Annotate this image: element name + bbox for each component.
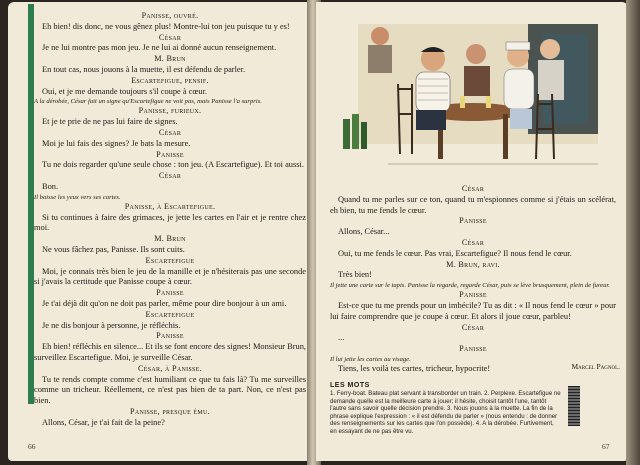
speaker-label: Panisse, à Escartefigue.	[124, 201, 216, 211]
dialogue-line: Très bien!	[338, 270, 372, 280]
dialogue-line: Je ne dis bonjour à personne, je réfléchis.	[42, 320, 181, 330]
speaker-label: Panisse, ouvré.	[141, 11, 199, 20]
stage-direction: Il lui jette les cartes au visage.	[330, 355, 411, 363]
speaker-label: César	[158, 171, 182, 181]
dialogue-line: Tu ne dois regarder qu'une seule chose : ton jeu. (A Escartefigue). Et toi aussi.	[42, 160, 304, 170]
stage-direction: A la dérobée, César fait un signe qu'Escartefigue ne voit pas, mais Panisse l'a surpris.	[34, 98, 262, 106]
grey-tab-marker	[568, 386, 580, 426]
dialogue-line: Je ne lui montre pas mon jeu. Je ne lui ai donné aucun renseignement.	[42, 43, 277, 53]
right-page	[316, 2, 628, 461]
left-page	[8, 2, 313, 461]
dialogue-line: ...	[338, 333, 345, 343]
dialogue-line: Oui, tu me fends le cœur. Pas vrai, Escartefigue? Il nous fend le cœur.	[338, 248, 572, 258]
dialogue-line: Moi, je connais très bien le jeu de la manille et je n'hésiterais pas une seconde si j'avais la certitude que Panisse coupe à cœur.	[34, 266, 306, 287]
dialogue-line: Eh bien! dis donc, ne vous gênez plus! Montre-lui ton jeu puisque tu y es!	[42, 21, 290, 31]
book-edge	[626, 0, 640, 465]
card-players-illustration	[328, 14, 618, 182]
dialogue-line: En tout cas, nous jouons à la muette, il est défendu de parler.	[42, 64, 246, 74]
stage-direction: Il jette une carte sur le tapis. Panisse la regarde, regarde César, puis se lève brusquement, plein de fureur.	[330, 282, 610, 290]
speaker-label: Panisse	[459, 344, 487, 354]
dialogue-line: Moi je lui fais des signes? Je bats la mesure.	[42, 138, 191, 148]
speaker-label: César	[158, 127, 182, 137]
dialogue-line: Bon.	[42, 181, 59, 191]
speaker-label: César	[461, 184, 485, 193]
dialogue-line: Si tu continues à faire des grimaces, je jette les cartes en l'air et je rentre chez moi.	[34, 212, 306, 233]
speaker-label: César	[158, 32, 182, 42]
speaker-label: Escartefigue	[145, 255, 195, 265]
dialogue-line: Et je te prie de ne pas lui faire de signes.	[42, 117, 178, 127]
speaker-label: Panisse, furieux.	[138, 106, 202, 116]
mots-title: LES MOTS	[330, 382, 370, 389]
speaker-label: César	[461, 237, 485, 247]
dialogue-line: Est-ce que tu me prends pour un imbécile? Tu as dit : « Il nous fend le cœur » pour lui faire comprendre que je coupe à cœur. Et alors il joue cœur, parbleu!	[330, 300, 616, 321]
speaker-label: Panisse	[156, 331, 184, 341]
dialogue-line: Allons, César, je t'ai fait de la peine?	[42, 417, 165, 427]
stage-direction: Il baisse les yeux vers ses cartes.	[34, 193, 121, 201]
dialogue-line: Eh bien! réfléchis en silence... Et ils se font encore des signes! Monsieur Brun, surveillez Escartefigue. Moi, je surveille César.	[34, 342, 306, 362]
speaker-label: Panisse, presque ému.	[129, 406, 211, 416]
mots-text: 1. Ferry-boat. Bateau plat servant à transborder un train. 2. Perplexe. Escartefigue ne demande quelle est la meilleure carte à jouer; il hésite, choisit tantôt l'une, tantôt l'autre sans savoir quelle décision prendre. 3. Nous jouons à la muette. La fin de la phrase explique l'expression : « il est défendu de parler » (nous entendu : de donner des renseignements sur les cartes que l'on possède). 4. A la dérobée. Furtivement, en essayant de ne pas être vu.	[330, 390, 561, 435]
speaker-label: M. Brun	[154, 54, 186, 64]
speaker-label: M. Brun, ravi.	[446, 259, 500, 269]
dialogue-line: Quand tu me parles sur ce ton, quand tu m'espionnes comme si j'étais un scélérat, eh bien, tu me fends le cœur.	[330, 194, 616, 215]
dialogue-line: Je t'ai déjà dit qu'on ne doit pas parler, même pour dire bonjour à un ami.	[42, 298, 287, 308]
author-signature: Marcel Pagnol.	[571, 362, 620, 371]
right-page-text	[330, 184, 616, 375]
speaker-label: Panisse	[459, 290, 487, 300]
speaker-label: Panisse	[156, 149, 184, 159]
speaker-label: César, à Panisse.	[138, 363, 202, 373]
dialogue-line: Tiens, les voilà tes cartes, tricheur, hypocrite!	[338, 363, 491, 373]
page-number-left: 66	[28, 442, 36, 451]
dialogue-line: Oui, et je me demande toujours s'il coupe à cœur.	[42, 86, 208, 96]
speaker-label: Panisse	[156, 288, 184, 298]
page-number-right: 67	[602, 442, 610, 451]
speaker-label: Escartefigue	[145, 309, 195, 319]
left-page-text	[34, 11, 306, 428]
dialogue-line: Tu te rends compte comme c'est humiliant ce que tu fais là? Tu me surveilles comme un tricheur. Réellement, ce n'est pas bien de ta part. Non, ce n'est pas bien.	[34, 374, 306, 406]
speaker-label: Panisse	[459, 216, 487, 226]
speaker-label: César	[461, 322, 485, 332]
speaker-label: M. Brun	[154, 234, 186, 244]
dialogue-line: Ne vous fâchez pas, Panisse. Ils sont cuits.	[42, 244, 185, 254]
dialogue-line: Allons, César...	[338, 227, 390, 237]
speaker-label: Escartefigue, pensif.	[131, 75, 209, 85]
